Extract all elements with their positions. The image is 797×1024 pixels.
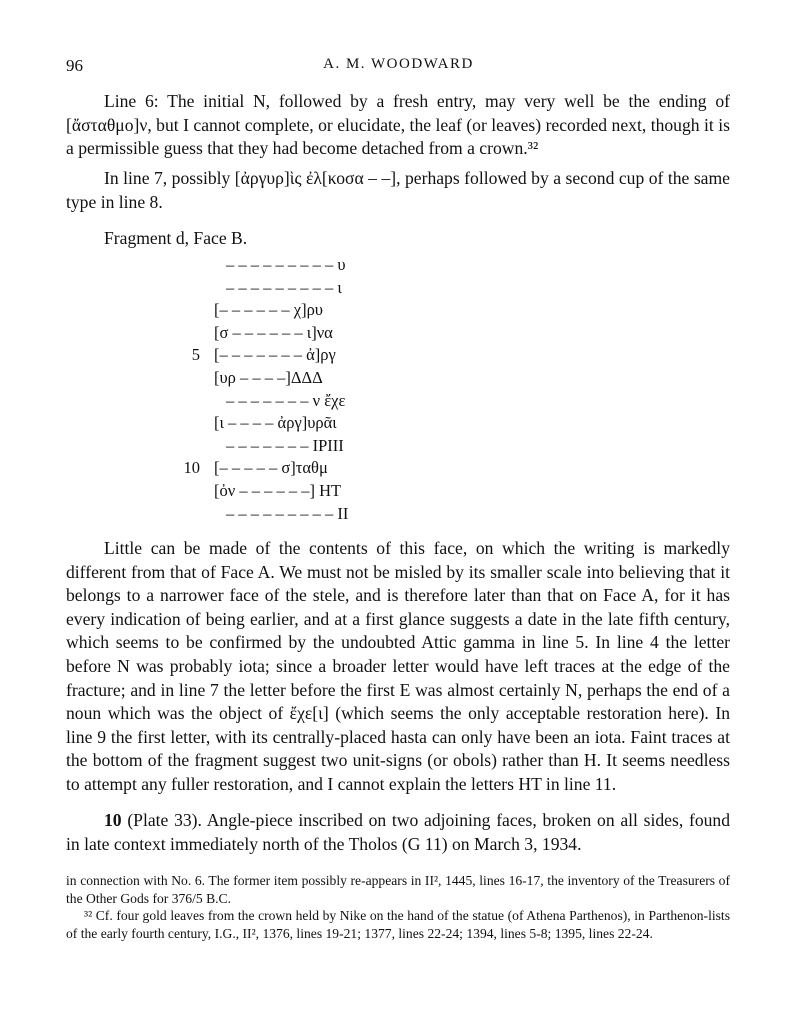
entry-number: 10 xyxy=(104,810,122,830)
footnotes xyxy=(66,872,730,942)
running-head: A. M. WOODWARD xyxy=(323,56,474,72)
footnote-32: ³² Cf. four gold leaves from the crown held by Nike on the hand of the statue (of Athena Parthenos), in Parthenon-lists of the early fourth century, I.G., II², 1376, lines 19-21; 1377, lines 22-24; 1394, lines 5-8; 1395, lines 22-24. xyxy=(66,908,730,941)
paragraph-text: Little can be made of the contents of this face, on which the writing is markedly different from that of Face A. We must not be misled by its smaller scale into believing that it belongs to a narrower face of the stele, and is therefore later than that on Face A, for it has every indication of being earlier, and at a first glance suggests a date in the late fifth century, which seems to be confirmed by the undoubted Attic gamma in line 5. In line 4 the letter before N was probably iota; since a broader letter would have left traces at the edge of the fracture; and in line 7 the letter before the first E was almost certainly N, perhaps the end of a noun which was the object of ἔχε[ι] (which seems the only acceptable restoration here). In line 9 the first letter, with its centrally-placed hasta can only have been an iota. Faint traces at the bottom of the fragment suggest two unit-signs (or obols) rather than H. It seems needless to attempt any fuller restoration, and I cannot explain the letters HT in line 11. xyxy=(66,538,730,794)
page-number: 96 xyxy=(66,56,83,75)
paragraph-text: Line 6: The initial N, followed by a fresh entry, may very well be the ending of [ἄσταθμο]ν, but I cannot complete, or elucidate, the leaf (or leaves) recorded next, though it is a permissible guess that they had become detached from a crown.³² xyxy=(66,91,730,159)
paragraph-line-7 xyxy=(66,167,730,214)
paragraph-line-6 xyxy=(66,90,730,161)
fragment-label: Fragment d, Face B. xyxy=(104,228,248,248)
paragraph-text: In line 7, possibly [ἀργυρ]ὶς ἐλ[κοσα – –], perhaps followed by a second cup of the same type in line 8. xyxy=(66,168,730,212)
commentary-paragraph xyxy=(66,537,730,797)
footnote-continuation: in connection with No. 6. The former item possibly re-appears in II², 1445, lines 16-17, the inventory of the Treasurers of the Other Gods for 376/5 B.C. xyxy=(66,873,730,906)
entry-text: (Plate 33). Angle-piece inscribed on two adjoining faces, broken on all sides, found in late context immediately north of the Tholos (G 11) on March 3, 1934. xyxy=(66,810,731,854)
catalogue-entry xyxy=(66,809,730,856)
